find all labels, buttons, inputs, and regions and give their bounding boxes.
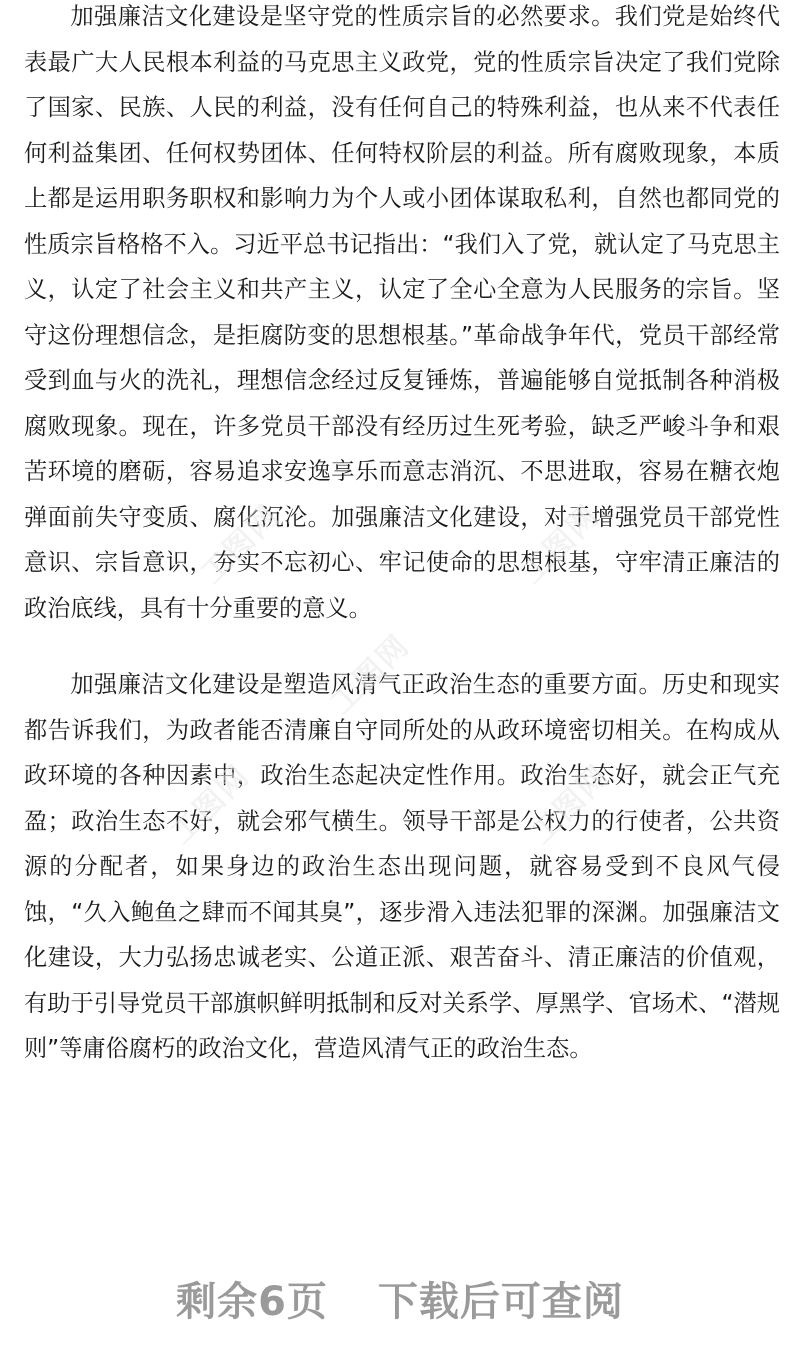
- watermark-4: 工图网: [164, 758, 257, 851]
- watermark-1: 工图网: [194, 498, 287, 591]
- paragraph-2: 加强廉洁文化建设是塑造风清气正政治生态的重要方面。历史和现实都告诉我们，为政者能否清廉自守同所处的从政环境密切相关。在构成从政环境的各种因素中，政治生态起决定性作用。政治生态好，就会正气充盈；政治生态不好，就会邪气横生。领导干部是公权力的行使者，公共资源的分配者，如果身边的政治生态出现问题，就容易受到不良风气侵蚀，“久入鲍鱼之肆而不闻其臭”，逐步滑入违法犯罪的深渊。加强廉洁文化建设，大力弘扬忠诚老实、公道正派、艰苦奋斗、清正廉洁的价值观，有助于引导党员干部旗帜鲜明抵制和反对关系学、厚黑学、官场术、“潜规则”等庸俗腐朽的政治文化，营造风清气正的政治生态。: [24, 671, 780, 1062]
- watermark-2: 工图网: [514, 498, 607, 591]
- document-body: [24, 0, 780, 1072]
- paragraph-1: 加强廉洁文化建设是坚守党的性质宗旨的必然要求。我们党是始终代表最广大人民根本利益的马克思主义政党，党的性质宗旨决定了我们党除了国家、民族、人民的利益，没有任何自己的特殊利益，也从来不代表任何利益集团、任何权势团体、任何特权阶层的利益。所有腐败现象，本质上都是运用职务职权和影响力为个人或小团体谋取私利，自然也都同党的性质宗旨格格不入。习近平总书记指出：“我们入了党，就认定了马克思主义，认定了社会主义和共产主义，认定了全心全意为人民服务的宗旨。坚守这份理想信念，是拒腐防变的思想根基。”革命战争年代，党员干部经常受到血与火的洗礼，理想信念经过反复锤炼，普遍能够自觉抵制各种消极腐败现象。现在，许多党员干部没有经历过生死考验，缺乏严峻斗争和艰苦环境的磨砺，容易追求安逸享乐而意志消沉、不思进取，容易在糖衣炮弹面前失守变质、腐化沉沦。加强廉洁文化建设，对于增强党员干部党性意识、宗旨意识，夯实不忘初心、牢记使命的思想根基，守牢清正廉洁的政治底线，具有十分重要的意义。: [24, 3, 780, 622]
- watermark-5: 工图网: [524, 758, 617, 851]
- download-prompt[interactable]: [0, 1270, 800, 1327]
- download-to-view-label: 下载后可查阅: [377, 1279, 624, 1325]
- remaining-pages-label: 剩余6页: [176, 1279, 328, 1325]
- watermark-3: 工图网: [324, 628, 417, 721]
